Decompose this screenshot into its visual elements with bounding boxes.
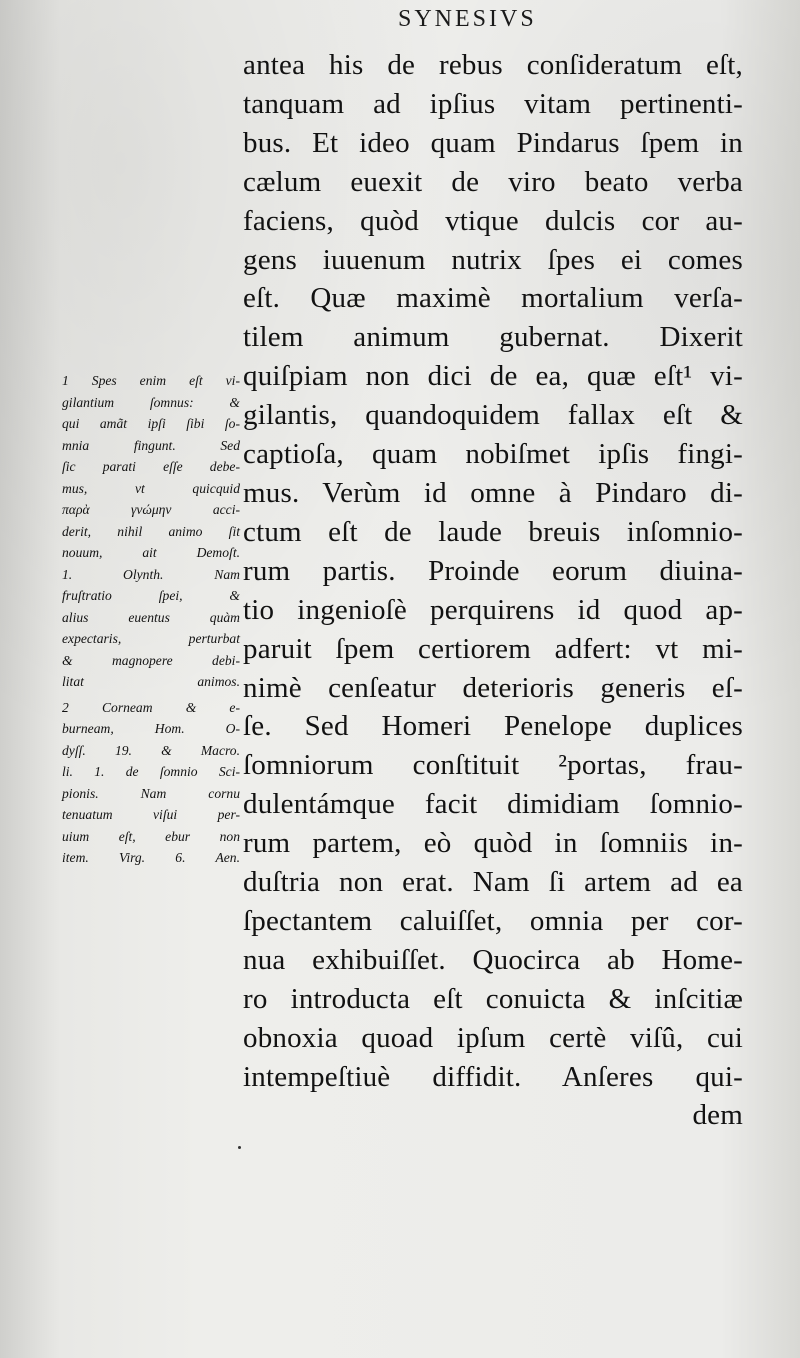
text-line: paruit ſpem certiorem adfert: vt mi- [243,632,743,665]
text-line: bus. Et ideo quam Pindarus ſpem in [243,126,743,159]
text-line: quiſpiam non dici de ea, quæ eſt¹ vi- [243,360,743,393]
text-line: tilem animum gubernat. Dixerit [243,321,743,354]
text-line: ctum eſt de laude breuis inſomnio- [243,515,743,548]
marginal-note-line: tenuatum viſui per- [62,807,240,822]
text-line: ſpectantem caluiſſet, omnia per cor- [243,904,743,937]
text-line: antea his de rebus conſideratum eſt, [243,49,743,81]
text-line: faciens, quòd vtique dulcis cor au- [243,204,743,237]
text-line: dem [692,1099,743,1132]
text-line: obnoxia quoad ipſum certè viſû, cui [243,1021,743,1054]
marginal-note-line: 1. Olynth. Nam [62,566,240,582]
ink-speck [238,1146,241,1149]
text-line: ſomniorum conſtituit ²portas, frau- [243,749,743,782]
text-line: duſtria non erat. Nam ſi artem ad ea [243,866,743,899]
marginal-note-line: gilantium ſomnus: & [62,394,240,410]
marginal-note-line: item. Virg. 6. Aen. [62,850,240,865]
text-line: cælum euexit de viro beato verba [243,165,743,198]
text-line: tanquam ad ipſius vitam pertinenti- [243,87,743,120]
marginal-note-1 [62,370,240,693]
marginal-note-line: mnia fingunt. Sed [62,437,240,453]
marginal-note-2 [62,697,240,869]
marginal-note-line: derit, nihil animo ſit [62,523,240,539]
marginal-note-line: qui amãt ipſi ſibi ſo- [62,416,240,431]
text-line: gens iuuenum nutrix ſpes ei comes [243,243,743,276]
marginal-note-line: expectaris, perturbat [62,631,240,646]
marginal-note-line: li. 1. de ſomnio Sci- [62,764,240,779]
text-line: intempeſtiuè diffidit. Anſeres qui- [243,1060,743,1093]
marginal-note-line: fruſtratio ſpei, & [62,588,240,603]
marginal-note-line: παρὰ γνώμην acci- [62,502,240,517]
text-line: tio ingenioſè perquirens id quod ap- [243,593,743,626]
text-line: ro introducta eſt conuicta & inſcitiæ [243,982,743,1015]
marginal-note-line: pionis. Nam cornu [62,785,240,801]
text-line: captioſa, quam nobiſmet ipſis fingi- [243,438,743,471]
marginal-note-line: dyſſ. 19. & Macro. [62,742,240,758]
marginal-note-line: ſic parati eſſe debe- [62,459,240,474]
marginal-note-line: alius euentus quàm [62,609,240,625]
text-line: nimè cenſeatur deterioris generis eſ- [243,671,743,704]
text-line: rum partis. Proinde eorum diuina- [243,554,743,587]
running-head: SYNESIVS [398,6,537,32]
marginal-notes [62,370,240,869]
text-line: mus. Verùm id omne à Pindaro di- [243,476,743,509]
text-line: dulentámque facit dimidiam ſomnio- [243,788,743,821]
bleed-through-text [20,40,220,60]
marginal-note-line: 1 Spes enim eſt vi- [62,373,240,388]
marginal-note-line: nouum, ait Demoſt. [62,545,240,560]
marginal-note-line: mus, vt quicquid [62,480,240,496]
main-text-block [243,46,743,1135]
marginal-note-line: litat animos. [62,674,240,689]
marginal-note-line: burneam, Hom. O- [62,721,240,736]
text-line: rum partem, eò quòd in ſomniis in- [243,827,743,860]
marginal-note-line: & magnopere debi- [62,652,240,668]
marginal-note-line: 2 Corneam & e- [62,699,240,715]
text-line: gilantis, quandoquidem fallax eſt & [243,399,743,432]
text-line: ſe. Sed Homeri Penelope duplices [243,710,743,743]
marginal-note-line: uium eſt, ebur non [62,828,240,844]
text-line: eſt. Quæ maximè mortalium verſa- [243,282,743,315]
text-line: nua exhibuiſſet. Quocirca ab Home- [243,943,743,976]
